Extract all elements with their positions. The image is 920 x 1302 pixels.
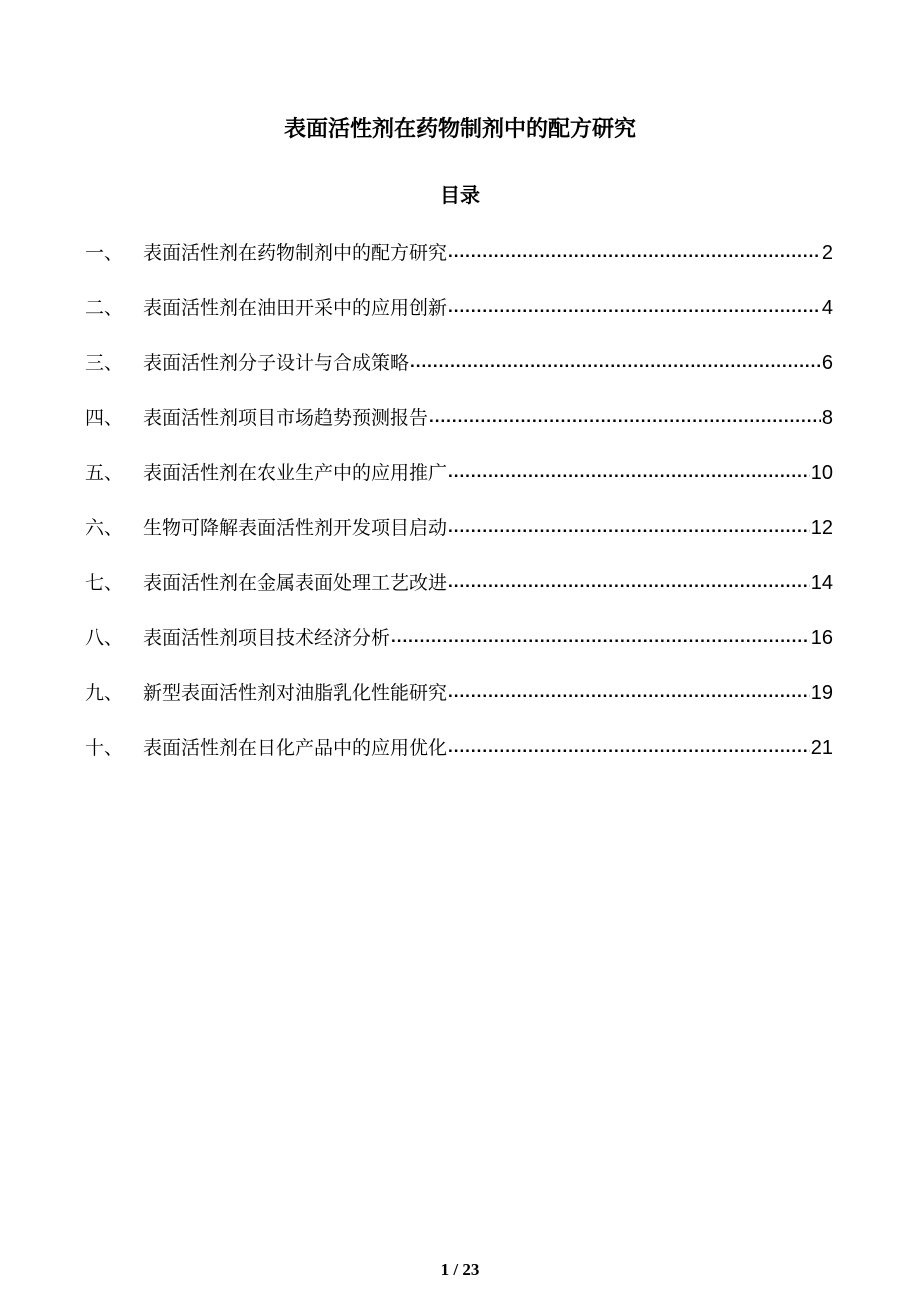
toc-dot-leader: [410, 334, 821, 389]
toc-entry-number: 十、: [85, 738, 124, 759]
toc-entry-number: 二、: [85, 298, 124, 319]
toc-entry-number: 九、: [85, 683, 124, 704]
toc-entry[interactable]: [85, 556, 833, 611]
toc-entry[interactable]: [85, 336, 833, 391]
toc-heading: 目录: [440, 185, 480, 207]
toc-entry[interactable]: [85, 391, 833, 446]
toc-dot-leader: [448, 279, 821, 334]
toc-entry[interactable]: [85, 611, 833, 666]
toc-entry-label[interactable]: 表面活性剂项目技术经济分析: [143, 628, 391, 649]
toc-dot-leader: [391, 609, 810, 664]
toc-entry-number: 四、: [85, 408, 124, 429]
toc-list: [85, 226, 833, 776]
toc-entry-page: 10: [810, 462, 833, 484]
toc-dot-leader: [429, 389, 821, 444]
toc-dot-leader: [448, 719, 810, 774]
toc-entry-number: 五、: [85, 463, 124, 484]
toc-entry-page: 16: [810, 627, 833, 649]
toc-dot-leader: [448, 554, 810, 609]
page-number-indicator: 1 / 23: [440, 1260, 480, 1279]
toc-entry-number: 三、: [85, 353, 124, 374]
toc-entry[interactable]: [85, 226, 833, 281]
toc-entry[interactable]: [85, 721, 833, 776]
toc-entry[interactable]: [85, 281, 833, 336]
toc-entry-label[interactable]: 表面活性剂在药物制剂中的配方研究: [143, 243, 448, 264]
toc-entry-number: 七、: [85, 573, 124, 594]
toc-entry-page: 8: [821, 407, 833, 429]
toc-entry-page: 6: [821, 352, 833, 374]
toc-entry-label[interactable]: 表面活性剂在油田开采中的应用创新: [143, 298, 448, 319]
toc-entry-page: 21: [810, 737, 833, 759]
toc-entry-page: 12: [810, 517, 833, 539]
toc-entry-label[interactable]: 表面活性剂在日化产品中的应用优化: [143, 738, 448, 759]
toc-entry[interactable]: [85, 501, 833, 556]
toc-entry-page: 19: [810, 682, 833, 704]
toc-entry[interactable]: [85, 666, 833, 721]
toc-dot-leader: [448, 499, 810, 554]
toc-entry-label[interactable]: 表面活性剂在金属表面处理工艺改进: [143, 573, 448, 594]
toc-entry-label[interactable]: 生物可降解表面活性剂开发项目启动: [143, 518, 448, 539]
toc-dot-leader: [448, 444, 810, 499]
toc-entry-label[interactable]: 表面活性剂项目市场趋势预测报告: [143, 408, 429, 429]
toc-entry-number: 八、: [85, 628, 124, 649]
toc-entry-label[interactable]: 新型表面活性剂对油脂乳化性能研究: [143, 683, 448, 704]
toc-entry-page: 2: [821, 242, 833, 264]
document-title: 表面活性剂在药物制剂中的配方研究: [283, 116, 636, 141]
toc-dot-leader: [448, 664, 810, 719]
toc-dot-leader: [448, 224, 821, 279]
toc-entry-label[interactable]: 表面活性剂在农业生产中的应用推广: [143, 463, 448, 484]
toc-entry-page: 4: [821, 297, 833, 319]
toc-entry-number: 六、: [85, 518, 124, 539]
toc-entry-page: 14: [810, 572, 833, 594]
toc-entry-label[interactable]: 表面活性剂分子设计与合成策略: [143, 353, 410, 374]
toc-entry[interactable]: [85, 446, 833, 501]
toc-entry-number: 一、: [85, 243, 124, 264]
